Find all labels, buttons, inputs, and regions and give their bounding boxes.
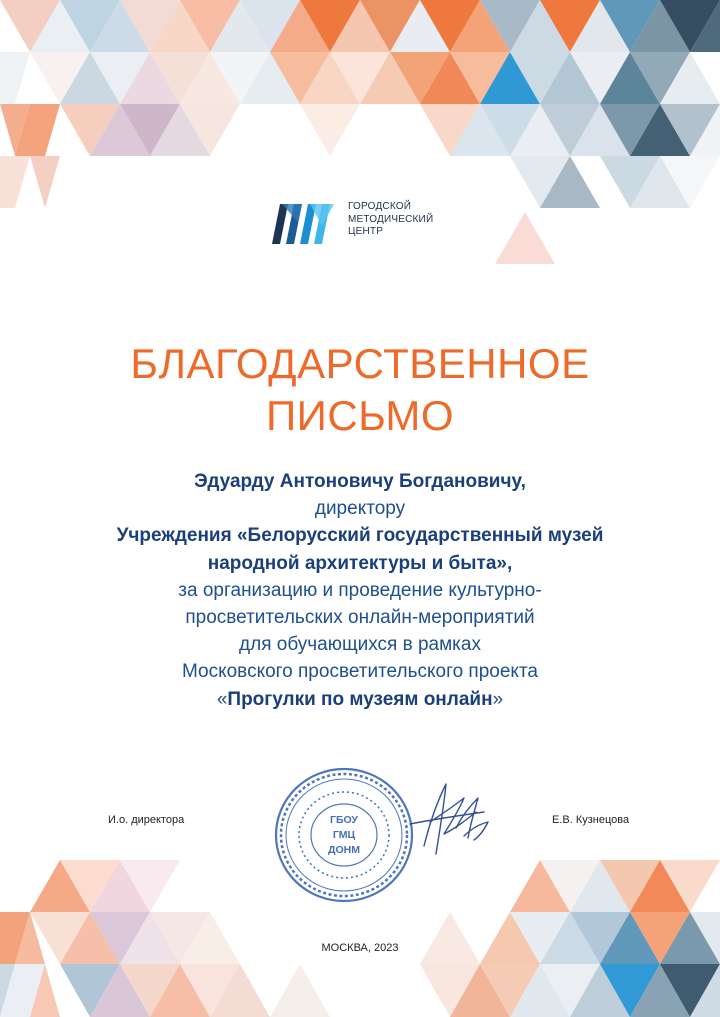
- city-year: МОСКВА, 2023: [321, 942, 399, 954]
- institution-line-2: народной архитектуры и быта»,: [207, 552, 513, 574]
- title-line-1: БЛАГОДАРСТВЕННОЕ: [130, 340, 590, 387]
- top-triangle-pattern: [0, 0, 720, 300]
- stamp-line-2: ГМЦ: [332, 829, 356, 841]
- reason-line-3: для обучающихся в рамках: [239, 634, 481, 656]
- reason-line-4: Московского просветительского проекта: [181, 661, 539, 683]
- logo: [272, 196, 433, 244]
- logo-line-2: МЕТОДИЧЕСКИЙ: [348, 213, 434, 225]
- letter-body: [60, 468, 660, 713]
- logo-line-1: ГОРОДСКОЙ: [348, 201, 412, 213]
- signatory-name: Е.В. Кузнецова: [552, 814, 630, 826]
- recipient-name: Эдуарду Антоновичу Богдановичу,: [194, 471, 526, 492]
- document-title: [0, 338, 720, 442]
- signatory-role: И.о. директора: [108, 814, 185, 826]
- reason-line-2: просветительских онлайн-мероприятий: [185, 607, 535, 629]
- logo-line-3: ЦЕНТР: [348, 226, 384, 238]
- quote-open: «: [216, 688, 228, 710]
- project-name: Прогулки по музеям онлайн: [227, 688, 493, 710]
- stamp-line-1: ГБОУ: [330, 814, 358, 826]
- bottom-triangle-pattern: [0, 850, 720, 1017]
- recipient-position: директору: [314, 498, 406, 520]
- reason-line-1: за организацию и проведение культурно-: [178, 579, 542, 601]
- institution-line-1: Учреждения «Белорусский государственный музей: [116, 525, 604, 547]
- title-line-2: ПИСЬМО: [265, 392, 454, 439]
- project-title: [60, 686, 660, 713]
- stamp-line-3: ДОНМ: [328, 844, 360, 856]
- logo-text: [348, 201, 433, 239]
- quote-close: »: [492, 688, 504, 710]
- logo-mark-icon: [272, 196, 338, 244]
